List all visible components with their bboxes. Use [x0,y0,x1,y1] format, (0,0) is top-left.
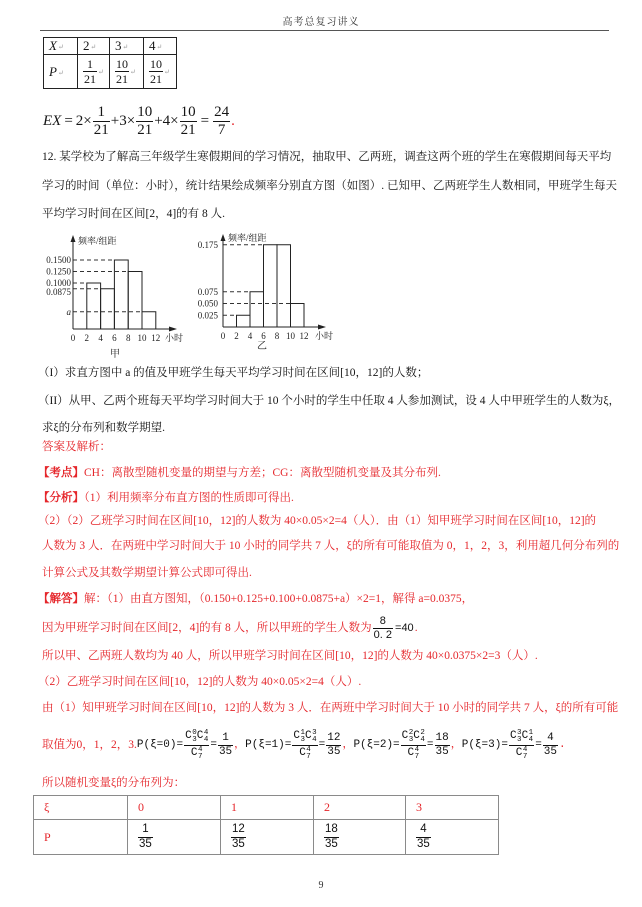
problem-statement-line: 12. 某学校为了解高三年级学生寒假期间的学习情况，抽取甲、乙两班，调查这两个班的学生在寒假期间每天平均 [42,151,612,163]
x-tick-label: 0 [220,331,226,341]
denominator: 21 [137,121,153,138]
x-axis-label: 小时 [315,331,334,341]
answer-heading: 答案及解析： [42,441,111,453]
denominator: 21 [116,72,128,86]
x-tick-label: 8 [125,333,131,343]
table-row [44,55,177,89]
combination-fraction [292,730,317,761]
comb-sup: 4 [198,745,203,754]
knowledge-point-tag: 【考点】 [38,467,84,479]
table-cell [44,55,78,89]
comb-sub: 3 [517,735,522,744]
probability-lhs: P(ξ=0)= [136,739,184,751]
denominator [292,745,317,761]
y-axis-label: 频率/组距 [78,236,117,246]
combination [185,730,197,744]
period-mark: . [231,112,235,129]
x-tick-label: 2 [84,333,90,343]
solution-text: 解：（1）由直方图知，（0.150+0.125+0.100+0.0875+a）×2=1，解得 a=0.0375， [84,593,474,605]
table-cell [128,820,221,855]
numerator: 4 [547,731,554,744]
denominator: 0. 2 [373,628,393,641]
table-cell: 1 [221,796,314,820]
combination [305,730,317,744]
class-size-fraction [373,616,393,641]
x-tick-label: 4 [247,331,253,341]
values-intro: 取值为0，1，2，3. [42,739,137,751]
value-label: 4 [149,38,156,53]
y-tick-label: 0.0875 [46,287,71,297]
table-cell [314,820,406,855]
denominator: 35 [543,745,557,758]
table-header-row [44,38,177,55]
comb-sub: 4 [420,735,425,744]
equals-sign: = [318,739,326,751]
comb-base: C [413,730,420,742]
comb-sub: 3 [300,735,305,744]
comb-base: C [521,730,529,742]
comb-base: C [509,730,517,742]
comb-base: C [299,747,306,759]
comb-base: C [185,730,192,742]
table-cell: 0 [128,796,221,820]
probability-lhs: P(ξ=1)= [245,739,292,751]
coefficient: +3× [110,112,136,129]
denominator: 7 [213,121,230,138]
row-label: P [49,63,57,79]
x-tick-label: 2 [234,331,239,341]
combination [413,730,425,744]
fraction [138,824,153,850]
comb-sup: 4 [522,745,528,754]
table-cell [78,38,110,55]
table-row [34,820,499,855]
denominator: 35 [218,745,233,758]
comb-sub: 3 [408,735,414,744]
numerator: 12 [232,823,245,835]
separator: ， [450,739,462,751]
comb-sup: 1 [300,728,305,737]
x-tick-label: 10 [286,331,295,341]
probability-value [326,733,341,758]
denominator: 35 [327,745,341,758]
histogram-bar [101,289,115,329]
fraction [93,105,110,138]
denominator: 35 [435,745,449,758]
table-header-row [34,796,499,820]
numerator [184,730,209,745]
numerator: 1 [142,823,149,835]
combination [402,730,414,744]
value-label: 3 [115,38,122,53]
table-cell: ξ [34,796,128,820]
histogram-bar [277,245,291,327]
histogram-class-jia [30,226,190,358]
class-size-line [42,614,418,642]
y-tick-label: 0.025 [197,310,218,321]
probability-formula [137,730,245,761]
x-tick-label: 0 [70,333,76,343]
comb-sup: 2 [420,728,425,737]
denominator: 21 [84,72,96,86]
x-axis-label: 小时 [165,333,184,343]
value-label: 2 [83,38,90,53]
numerator: 10 [116,57,128,71]
table-cell [144,38,177,55]
comb-sub: 7 [198,752,203,761]
comb-sup: 3 [517,728,522,737]
solution-line [38,591,473,607]
solution-tag: 【解答】 [38,593,84,605]
x-tick-label: 4 [98,333,103,343]
solution-line: 由（1）知甲班学习时间在区间[10，12]的人数为 3 人．在两班中学习时间大于 10 小时的同学共 7 人，ξ的所有可能 [42,702,619,714]
combination-fraction [509,730,534,761]
fraction [324,824,339,850]
combination [516,747,528,761]
return-mark-icon: ↵ [57,68,64,77]
table-cell [44,38,78,55]
comb-sup: 0 [192,728,197,737]
combination [407,747,419,761]
numerator: 1 [222,731,229,744]
knowledge-point-text: CH：离散型随机变量的期望与方差；CG：离散型随机变量及其分布列. [84,467,441,479]
histogram-bar [128,272,142,330]
analysis-line [38,490,294,506]
comb-sub: 4 [528,735,534,744]
table-cell [78,55,110,89]
fraction [416,824,431,850]
combination-fraction [184,730,209,761]
table-cell [406,820,499,855]
histogram-bar [142,312,156,329]
analysis-line: 计算公式及其数学期望计算公式即可得出. [42,567,252,579]
equals-sign: = [535,739,542,751]
header-divider [40,30,609,31]
solution-line: （2）乙班学习时间在区间[10，12]的人数为 40×0.05×2=4（人）. [38,676,362,688]
x-axis-arrow-icon [318,325,326,330]
period-mark: . [414,622,418,634]
denominator: 35 [232,837,245,850]
histogram-bar [114,260,128,329]
table-cell [110,55,144,89]
numerator: 10 [150,57,162,71]
sub-question-2: （II）从甲、乙两个班每天平均学习时间大于 10 个小时的学生中任取 4 人参加测试，设 4 人中甲班学生的人数为ξ， [38,395,621,407]
problem-statement-line: 平均学习时间在区间[2，4]的有 8 人. [42,208,226,220]
histogram-bar [264,245,278,327]
class-size-result: =40 [395,622,414,634]
return-mark-icon: ↵ [164,67,170,76]
numerator: 4 [420,823,427,835]
comb-base: C [515,747,523,759]
y-tick-label: 0.1500 [46,255,71,265]
combination [522,730,534,744]
numerator: 10 [180,103,196,120]
comb-sub: 4 [203,735,209,744]
comb-sup: 4 [306,745,311,754]
numerator [401,730,426,745]
x-tick-label: 12 [151,333,161,343]
comb-base: C [190,747,198,759]
combination [191,747,203,761]
probability-formula [353,730,461,761]
combination [197,730,209,744]
numerator [292,730,317,745]
separator: ， [234,739,246,751]
analysis-text: （1）利用频率分布直方图的性质即可得出. [84,492,294,504]
probability-line [42,725,566,765]
comb-sup: 4 [203,728,209,737]
denominator [509,745,534,761]
coefficient: +4× [154,112,179,129]
analysis-line: 人数为 3 人．在两班中学习时间大于 10 小时的同学共 7 人，ξ的所有可能取值为 0，1，2，3，利用超几何分布列的 [42,540,620,552]
x-axis-arrow-icon [169,327,177,332]
return-mark-icon: ↵ [122,43,129,52]
x-tick-label: 6 [112,333,117,343]
probability-value [435,733,450,758]
y-tick-label: 0.175 [197,239,218,250]
problem-statement-line: 学习的时间（单位：小时），统计结果绘成频率分别直方图（如图）. 已知甲、乙两班学生人数相同，甲班学生每天 [42,180,617,192]
fraction [83,58,97,85]
analysis-line: （2）（2）乙班学习时间在区间[10，12]的人数为 40×0.05×2=4（人）．由（1）知甲班学习时间在区间[10，12]的 [38,515,597,527]
comb-base: C [401,730,409,742]
knowledge-point-line [38,465,441,481]
denominator: 35 [417,837,430,850]
sub-question-2-continued: 求ξ的分布列和数学期望. [42,422,166,434]
fraction [136,105,153,138]
probability-value [543,733,558,758]
x-tick-label: 10 [137,333,147,343]
comb-base: C [293,730,300,742]
combination-fraction [401,730,426,761]
comb-base: C [305,730,312,742]
probability-value [218,733,233,758]
comb-sub: 3 [192,735,197,744]
comb-sup: 3 [312,728,317,737]
comb-sub: 7 [522,752,528,761]
histogram-bar [237,315,251,327]
x-tick-label: 12 [299,331,309,341]
table-cell: 2 [314,796,406,820]
solution-line: 所以甲、乙两班人数均为 40 人，所以甲班学习时间在区间[10，12]的人数为 40×0.0375×2=3（人）. [42,650,538,662]
equals-sign: = [426,739,434,751]
numerator: 18 [325,823,338,835]
return-mark-icon: ↵ [57,43,64,52]
numerator: 18 [435,731,449,744]
table-cell: 3 [406,796,499,820]
denominator: 35 [139,837,152,850]
coefficient: 2× [75,112,92,129]
numerator [509,730,534,745]
y-axis-arrow-icon [221,234,226,241]
histogram-bar [87,283,101,329]
histogram-class-yi [190,226,342,358]
comb-sub: 4 [312,735,317,744]
variable-label: X [49,38,57,53]
comb-sup: 2 [408,728,414,737]
denominator: 35 [325,837,338,850]
probability-formula [245,730,353,761]
distribution-intro: 所以随机变量ξ的分布列为： [42,777,186,789]
probability-lhs: P(ξ=3)= [461,739,508,751]
x-tick-label: 6 [261,331,266,341]
analysis-tag: 【分析】 [38,492,84,504]
denominator [401,745,426,761]
combination [510,730,522,744]
result-fraction [213,105,230,138]
y-axis-arrow-icon [71,235,76,242]
y-tick-label: 0.1000 [46,278,71,288]
chart-caption: 乙 [257,341,267,352]
y-tick-label: 0.1250 [46,266,71,277]
denominator: 21 [150,72,162,86]
numerator: 1 [87,57,93,71]
page-number: 9 [318,880,324,891]
separator: . [559,739,566,751]
separator: ， [342,739,354,751]
histogram-bar [291,304,305,328]
equals-sign: = [64,112,73,129]
return-mark-icon: ↵ [156,43,163,52]
table-cell [144,55,177,89]
previous-distribution-table [43,37,177,89]
class-size-text: 因为甲班学习时间在区间[2，4]的有 8 人，所以甲班的学生人数为 [42,622,372,634]
numerator: 24 [214,103,230,120]
expectation-formula [43,105,235,137]
x-tick-label: 8 [274,331,280,341]
formula-lhs: EX [43,112,62,129]
comb-sup: 1 [528,728,534,737]
table-cell: P [34,820,128,855]
probability-formula [462,730,566,761]
denominator: 21 [93,121,109,138]
numerator: 12 [327,731,341,744]
denominator [184,745,209,761]
denominator: 21 [180,121,196,138]
y-tick-label: 0.050 [197,298,218,309]
comb-sub: 7 [306,752,311,761]
return-mark-icon: ↵ [130,67,136,76]
equals-sign: = [210,739,217,751]
fraction [231,824,246,850]
fraction [149,58,163,85]
combination [293,730,305,744]
return-mark-icon: ↵ [90,43,97,52]
numerator: 10 [137,103,153,120]
sub-question-1: （I）求直方图中 a 的值及甲班学生每天平均学习时间在区间[10，12]的人数； [38,367,429,379]
equals-sign: = [200,112,210,129]
return-mark-icon: ↵ [98,67,104,76]
xi-distribution-table [33,795,499,855]
y-axis-label: 频率/组距 [228,233,267,243]
probability-lhs: P(ξ=2)= [353,739,400,751]
fraction [115,58,129,85]
histogram-bar [250,292,264,327]
numerator: 1 [97,103,106,120]
table-cell [110,38,144,55]
running-header-title: 高考总复习讲义 [282,17,360,28]
comb-base: C [407,747,415,759]
y-tick-label: a [66,306,71,317]
comb-sup: 4 [414,745,420,754]
combination [299,747,311,761]
table-cell [221,820,314,855]
comb-base: C [196,730,204,742]
comb-sub: 7 [414,752,420,761]
numerator: 8 [379,614,386,627]
fraction [180,105,197,138]
y-tick-label: 0.075 [197,286,218,297]
chart-caption: 甲 [110,349,120,358]
